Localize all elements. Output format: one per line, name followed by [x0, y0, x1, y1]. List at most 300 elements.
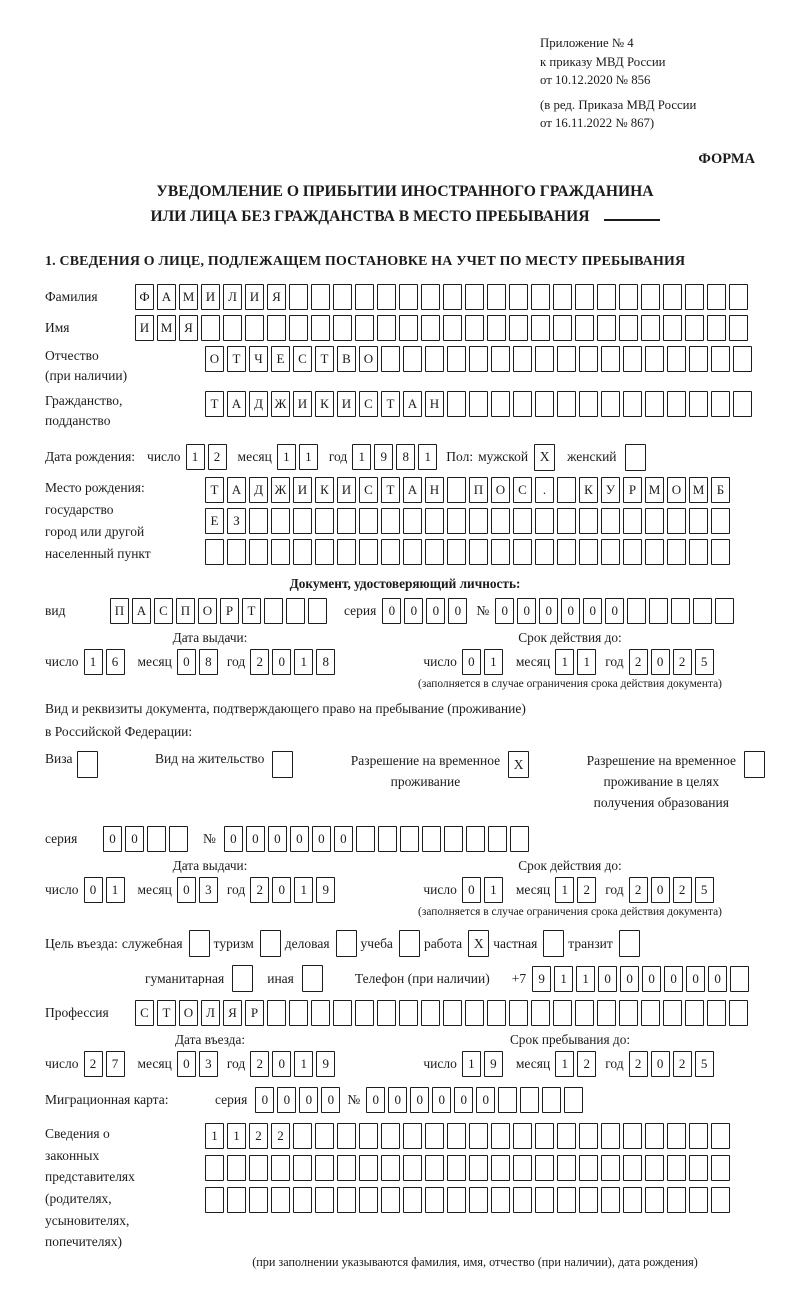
form-cell[interactable] — [169, 826, 188, 852]
form-cell[interactable] — [311, 284, 330, 310]
form-cell[interactable] — [641, 1000, 660, 1026]
form-cell[interactable] — [267, 1000, 286, 1026]
form-cell[interactable] — [421, 315, 440, 341]
form-cell[interactable] — [663, 284, 682, 310]
form-cell[interactable] — [513, 1123, 532, 1149]
form-cell[interactable] — [289, 1000, 308, 1026]
form-cell[interactable] — [623, 1123, 642, 1149]
form-cell[interactable] — [601, 346, 620, 372]
sex-female-checkbox[interactable] — [625, 444, 646, 471]
form-cell[interactable] — [619, 1000, 638, 1026]
form-cell[interactable]: 1 — [205, 1123, 224, 1149]
form-cell[interactable] — [535, 508, 554, 534]
form-cell[interactable] — [509, 284, 528, 310]
form-cell[interactable]: 2 — [250, 877, 269, 903]
form-cell[interactable]: И — [135, 315, 154, 341]
form-cell[interactable] — [469, 391, 488, 417]
form-cell[interactable] — [601, 1155, 620, 1181]
form-cell[interactable] — [667, 1187, 686, 1213]
form-cell[interactable] — [711, 1123, 730, 1149]
purpose-tourism-checkbox[interactable] — [260, 930, 281, 957]
form-cell[interactable]: Ф — [135, 284, 154, 310]
form-cell[interactable] — [315, 1187, 334, 1213]
form-cell[interactable] — [491, 508, 510, 534]
form-cell[interactable] — [315, 539, 334, 565]
form-cell[interactable] — [491, 539, 510, 565]
form-cell[interactable] — [619, 315, 638, 341]
form-cell[interactable] — [645, 346, 664, 372]
form-cell[interactable] — [425, 539, 444, 565]
form-cell[interactable] — [623, 391, 642, 417]
form-cell[interactable] — [359, 1123, 378, 1149]
form-cell[interactable]: Т — [381, 391, 400, 417]
form-cell[interactable] — [729, 315, 748, 341]
form-cell[interactable]: А — [403, 477, 422, 503]
form-cell[interactable] — [293, 1155, 312, 1181]
form-cell[interactable] — [249, 1187, 268, 1213]
form-cell[interactable]: И — [245, 284, 264, 310]
form-cell[interactable]: 2 — [629, 877, 648, 903]
form-cell[interactable] — [333, 284, 352, 310]
form-cell[interactable] — [465, 315, 484, 341]
form-cell[interactable]: 1 — [352, 444, 371, 470]
form-cell[interactable]: А — [403, 391, 422, 417]
form-cell[interactable] — [487, 315, 506, 341]
purpose-private-checkbox[interactable] — [543, 930, 564, 957]
form-cell[interactable] — [469, 1123, 488, 1149]
form-cell[interactable] — [535, 391, 554, 417]
form-cell[interactable]: 1 — [462, 1051, 481, 1077]
form-cell[interactable]: 0 — [708, 966, 727, 992]
form-cell[interactable] — [601, 539, 620, 565]
form-cell[interactable] — [491, 1155, 510, 1181]
form-cell[interactable] — [377, 284, 396, 310]
form-cell[interactable]: Д — [249, 477, 268, 503]
form-cell[interactable] — [564, 1087, 583, 1113]
form-cell[interactable]: 0 — [277, 1087, 296, 1113]
form-cell[interactable] — [641, 284, 660, 310]
form-cell[interactable] — [293, 1187, 312, 1213]
form-cell[interactable]: А — [227, 477, 246, 503]
form-cell[interactable] — [623, 346, 642, 372]
form-cell[interactable] — [579, 1155, 598, 1181]
form-cell[interactable] — [645, 391, 664, 417]
form-cell[interactable] — [509, 315, 528, 341]
form-cell[interactable] — [535, 1155, 554, 1181]
form-cell[interactable]: А — [157, 284, 176, 310]
form-cell[interactable]: К — [579, 477, 598, 503]
form-cell[interactable]: 2 — [208, 444, 227, 470]
form-cell[interactable] — [645, 539, 664, 565]
visa-checkbox[interactable] — [77, 751, 98, 778]
form-cell[interactable]: 0 — [125, 826, 144, 852]
form-cell[interactable] — [355, 315, 374, 341]
form-cell[interactable]: 0 — [605, 598, 624, 624]
form-cell[interactable]: С — [359, 391, 378, 417]
form-cell[interactable]: О — [198, 598, 217, 624]
form-cell[interactable]: 7 — [106, 1051, 125, 1077]
form-cell[interactable]: 0 — [651, 877, 670, 903]
form-cell[interactable] — [271, 508, 290, 534]
form-cell[interactable] — [355, 284, 374, 310]
form-cell[interactable] — [689, 1155, 708, 1181]
form-cell[interactable]: 2 — [673, 649, 692, 675]
form-cell[interactable] — [399, 315, 418, 341]
form-cell[interactable]: 2 — [577, 877, 596, 903]
form-cell[interactable]: З — [227, 508, 246, 534]
form-cell[interactable] — [707, 1000, 726, 1026]
form-cell[interactable]: Р — [623, 477, 642, 503]
form-cell[interactable]: 0 — [272, 877, 291, 903]
form-cell[interactable] — [315, 1155, 334, 1181]
purpose-work-checkbox[interactable]: X — [468, 930, 489, 957]
form-cell[interactable]: 0 — [388, 1087, 407, 1113]
form-cell[interactable]: 1 — [277, 444, 296, 470]
form-cell[interactable] — [553, 284, 572, 310]
form-cell[interactable] — [487, 1000, 506, 1026]
form-cell[interactable]: Л — [223, 284, 242, 310]
form-cell[interactable]: 0 — [290, 826, 309, 852]
form-cell[interactable] — [513, 1187, 532, 1213]
form-cell[interactable]: 1 — [576, 966, 595, 992]
form-cell[interactable] — [531, 315, 550, 341]
form-cell[interactable]: 1 — [555, 1051, 574, 1077]
form-cell[interactable] — [557, 539, 576, 565]
form-cell[interactable] — [337, 1123, 356, 1149]
form-cell[interactable] — [663, 315, 682, 341]
form-cell[interactable]: О — [491, 477, 510, 503]
form-cell[interactable] — [715, 598, 734, 624]
form-cell[interactable]: 0 — [246, 826, 265, 852]
form-cell[interactable]: 2 — [629, 649, 648, 675]
form-cell[interactable] — [147, 826, 166, 852]
purpose-transit-checkbox[interactable] — [619, 930, 640, 957]
form-cell[interactable]: И — [201, 284, 220, 310]
form-cell[interactable]: 9 — [316, 877, 335, 903]
form-cell[interactable] — [553, 1000, 572, 1026]
form-cell[interactable]: И — [293, 391, 312, 417]
form-cell[interactable] — [469, 346, 488, 372]
form-cell[interactable] — [557, 508, 576, 534]
form-cell[interactable] — [447, 477, 466, 503]
form-cell[interactable] — [264, 598, 283, 624]
form-cell[interactable] — [447, 508, 466, 534]
form-cell[interactable]: П — [469, 477, 488, 503]
form-cell[interactable]: 0 — [404, 598, 423, 624]
form-cell[interactable] — [249, 1155, 268, 1181]
form-cell[interactable] — [623, 539, 642, 565]
form-cell[interactable]: У — [601, 477, 620, 503]
form-cell[interactable] — [421, 1000, 440, 1026]
form-cell[interactable]: 0 — [84, 877, 103, 903]
form-cell[interactable]: 5 — [695, 1051, 714, 1077]
form-cell[interactable] — [689, 391, 708, 417]
form-cell[interactable] — [641, 315, 660, 341]
form-cell[interactable] — [711, 346, 730, 372]
form-cell[interactable]: С — [293, 346, 312, 372]
form-cell[interactable]: Р — [220, 598, 239, 624]
form-cell[interactable] — [579, 346, 598, 372]
form-cell[interactable] — [510, 826, 529, 852]
form-cell[interactable] — [337, 1187, 356, 1213]
form-cell[interactable]: Т — [227, 346, 246, 372]
form-cell[interactable] — [645, 1187, 664, 1213]
form-cell[interactable]: 1 — [227, 1123, 246, 1149]
form-cell[interactable]: Т — [157, 1000, 176, 1026]
form-cell[interactable] — [377, 315, 396, 341]
form-cell[interactable]: И — [293, 477, 312, 503]
form-cell[interactable]: К — [315, 477, 334, 503]
form-cell[interactable]: Т — [315, 346, 334, 372]
form-cell[interactable] — [711, 1187, 730, 1213]
form-cell[interactable]: Б — [711, 477, 730, 503]
form-cell[interactable]: Р — [245, 1000, 264, 1026]
form-cell[interactable]: С — [135, 1000, 154, 1026]
form-cell[interactable] — [667, 508, 686, 534]
form-cell[interactable]: 0 — [432, 1087, 451, 1113]
form-cell[interactable]: К — [315, 391, 334, 417]
form-cell[interactable]: 0 — [177, 877, 196, 903]
form-cell[interactable] — [443, 315, 462, 341]
form-cell[interactable]: Т — [205, 391, 224, 417]
form-cell[interactable] — [535, 346, 554, 372]
form-cell[interactable] — [359, 508, 378, 534]
form-cell[interactable]: 0 — [686, 966, 705, 992]
purpose-study-checkbox[interactable] — [399, 930, 420, 957]
form-cell[interactable] — [403, 346, 422, 372]
form-cell[interactable]: Т — [381, 477, 400, 503]
form-cell[interactable] — [381, 539, 400, 565]
form-cell[interactable] — [443, 1000, 462, 1026]
form-cell[interactable] — [623, 1155, 642, 1181]
form-cell[interactable] — [535, 1123, 554, 1149]
form-cell[interactable] — [311, 315, 330, 341]
form-cell[interactable] — [359, 1187, 378, 1213]
form-cell[interactable] — [575, 315, 594, 341]
form-cell[interactable] — [403, 1155, 422, 1181]
form-cell[interactable] — [337, 1155, 356, 1181]
form-cell[interactable] — [557, 346, 576, 372]
form-cell[interactable] — [671, 598, 690, 624]
form-cell[interactable] — [227, 539, 246, 565]
form-cell[interactable] — [513, 1155, 532, 1181]
form-cell[interactable] — [623, 1187, 642, 1213]
form-cell[interactable] — [711, 508, 730, 534]
form-cell[interactable]: 9 — [316, 1051, 335, 1077]
form-cell[interactable]: 2 — [629, 1051, 648, 1077]
form-cell[interactable]: 2 — [250, 1051, 269, 1077]
form-cell[interactable]: И — [337, 391, 356, 417]
form-cell[interactable] — [333, 1000, 352, 1026]
form-cell[interactable]: Я — [267, 284, 286, 310]
form-cell[interactable] — [729, 1000, 748, 1026]
form-cell[interactable]: С — [154, 598, 173, 624]
form-cell[interactable]: 2 — [577, 1051, 596, 1077]
form-cell[interactable] — [425, 346, 444, 372]
form-cell[interactable] — [601, 391, 620, 417]
form-cell[interactable] — [447, 391, 466, 417]
form-cell[interactable] — [513, 391, 532, 417]
form-cell[interactable] — [223, 315, 242, 341]
form-cell[interactable] — [579, 539, 598, 565]
form-cell[interactable]: 1 — [577, 649, 596, 675]
form-cell[interactable] — [557, 477, 576, 503]
form-cell[interactable]: 2 — [249, 1123, 268, 1149]
form-cell[interactable] — [601, 508, 620, 534]
form-cell[interactable] — [293, 508, 312, 534]
form-cell[interactable] — [689, 1123, 708, 1149]
form-cell[interactable] — [520, 1087, 539, 1113]
form-cell[interactable]: 1 — [484, 649, 503, 675]
temp-residence-checkbox[interactable]: X — [508, 751, 529, 778]
form-cell[interactable] — [381, 508, 400, 534]
form-cell[interactable]: И — [337, 477, 356, 503]
form-cell[interactable] — [531, 1000, 550, 1026]
form-cell[interactable] — [601, 1187, 620, 1213]
form-cell[interactable] — [685, 1000, 704, 1026]
form-cell[interactable] — [444, 826, 463, 852]
form-cell[interactable] — [381, 346, 400, 372]
form-cell[interactable] — [227, 1155, 246, 1181]
form-cell[interactable]: 0 — [462, 877, 481, 903]
form-cell[interactable] — [399, 284, 418, 310]
form-cell[interactable] — [381, 1123, 400, 1149]
form-cell[interactable] — [491, 391, 510, 417]
form-cell[interactable] — [689, 508, 708, 534]
form-cell[interactable] — [627, 598, 646, 624]
form-cell[interactable]: 0 — [583, 598, 602, 624]
form-cell[interactable] — [381, 1187, 400, 1213]
form-cell[interactable]: А — [227, 391, 246, 417]
form-cell[interactable]: П — [110, 598, 129, 624]
form-cell[interactable] — [667, 346, 686, 372]
form-cell[interactable] — [579, 508, 598, 534]
form-cell[interactable] — [337, 539, 356, 565]
form-cell[interactable] — [513, 539, 532, 565]
form-cell[interactable] — [286, 598, 305, 624]
form-cell[interactable]: О — [179, 1000, 198, 1026]
form-cell[interactable] — [465, 1000, 484, 1026]
form-cell[interactable]: 0 — [103, 826, 122, 852]
form-cell[interactable] — [597, 284, 616, 310]
form-cell[interactable] — [542, 1087, 561, 1113]
form-cell[interactable]: 1 — [186, 444, 205, 470]
form-cell[interactable]: П — [176, 598, 195, 624]
form-cell[interactable] — [447, 539, 466, 565]
form-cell[interactable]: 1 — [294, 877, 313, 903]
form-cell[interactable] — [488, 826, 507, 852]
form-cell[interactable]: 2 — [673, 1051, 692, 1077]
form-cell[interactable] — [711, 391, 730, 417]
form-cell[interactable]: 1 — [555, 877, 574, 903]
form-cell[interactable] — [403, 539, 422, 565]
form-cell[interactable]: А — [132, 598, 151, 624]
form-cell[interactable]: 0 — [272, 649, 291, 675]
form-cell[interactable] — [403, 508, 422, 534]
form-cell[interactable] — [535, 539, 554, 565]
form-cell[interactable]: 1 — [484, 877, 503, 903]
form-cell[interactable] — [308, 598, 327, 624]
form-cell[interactable]: 0 — [651, 649, 670, 675]
form-cell[interactable]: 0 — [321, 1087, 340, 1113]
form-cell[interactable] — [447, 1123, 466, 1149]
form-cell[interactable] — [597, 315, 616, 341]
form-cell[interactable]: Т — [205, 477, 224, 503]
form-cell[interactable] — [271, 1155, 290, 1181]
form-cell[interactable] — [205, 1155, 224, 1181]
form-cell[interactable]: 3 — [199, 1051, 218, 1077]
form-cell[interactable]: 1 — [294, 1051, 313, 1077]
form-cell[interactable]: 8 — [396, 444, 415, 470]
form-cell[interactable]: 0 — [620, 966, 639, 992]
form-cell[interactable] — [293, 539, 312, 565]
form-cell[interactable] — [249, 539, 268, 565]
form-cell[interactable]: 0 — [272, 1051, 291, 1077]
form-cell[interactable]: 1 — [418, 444, 437, 470]
form-cell[interactable]: 3 — [199, 877, 218, 903]
form-cell[interactable] — [707, 315, 726, 341]
form-cell[interactable]: 0 — [410, 1087, 429, 1113]
form-cell[interactable]: 0 — [366, 1087, 385, 1113]
form-cell[interactable] — [425, 1155, 444, 1181]
form-cell[interactable]: 0 — [312, 826, 331, 852]
form-cell[interactable] — [649, 598, 668, 624]
form-cell[interactable] — [378, 826, 397, 852]
form-cell[interactable] — [355, 1000, 374, 1026]
form-cell[interactable]: 0 — [561, 598, 580, 624]
form-cell[interactable] — [399, 1000, 418, 1026]
form-cell[interactable]: 2 — [673, 877, 692, 903]
form-cell[interactable]: 2 — [271, 1123, 290, 1149]
form-cell[interactable] — [466, 826, 485, 852]
form-cell[interactable]: Н — [425, 391, 444, 417]
form-cell[interactable]: 2 — [250, 649, 269, 675]
form-cell[interactable] — [667, 1123, 686, 1149]
form-cell[interactable]: 0 — [495, 598, 514, 624]
form-cell[interactable] — [465, 284, 484, 310]
residence-permit-checkbox[interactable] — [272, 751, 293, 778]
form-cell[interactable]: 5 — [695, 649, 714, 675]
form-cell[interactable] — [491, 1187, 510, 1213]
form-cell[interactable] — [645, 1123, 664, 1149]
form-cell[interactable] — [553, 315, 572, 341]
form-cell[interactable] — [469, 1155, 488, 1181]
form-cell[interactable] — [579, 1123, 598, 1149]
form-cell[interactable]: Л — [201, 1000, 220, 1026]
form-cell[interactable] — [491, 346, 510, 372]
form-cell[interactable]: 0 — [454, 1087, 473, 1113]
form-cell[interactable] — [733, 391, 752, 417]
form-cell[interactable] — [487, 284, 506, 310]
form-cell[interactable]: Я — [223, 1000, 242, 1026]
form-cell[interactable] — [245, 315, 264, 341]
form-cell[interactable] — [425, 1123, 444, 1149]
form-cell[interactable] — [557, 1155, 576, 1181]
form-cell[interactable] — [267, 315, 286, 341]
form-cell[interactable]: 0 — [462, 649, 481, 675]
form-cell[interactable] — [689, 539, 708, 565]
form-cell[interactable] — [491, 1123, 510, 1149]
form-cell[interactable] — [469, 539, 488, 565]
form-cell[interactable] — [711, 539, 730, 565]
form-cell[interactable] — [311, 1000, 330, 1026]
form-cell[interactable]: О — [667, 477, 686, 503]
form-cell[interactable] — [205, 1187, 224, 1213]
form-cell[interactable]: Е — [271, 346, 290, 372]
form-cell[interactable]: Ж — [271, 391, 290, 417]
form-cell[interactable]: 0 — [224, 826, 243, 852]
form-cell[interactable]: 0 — [255, 1087, 274, 1113]
